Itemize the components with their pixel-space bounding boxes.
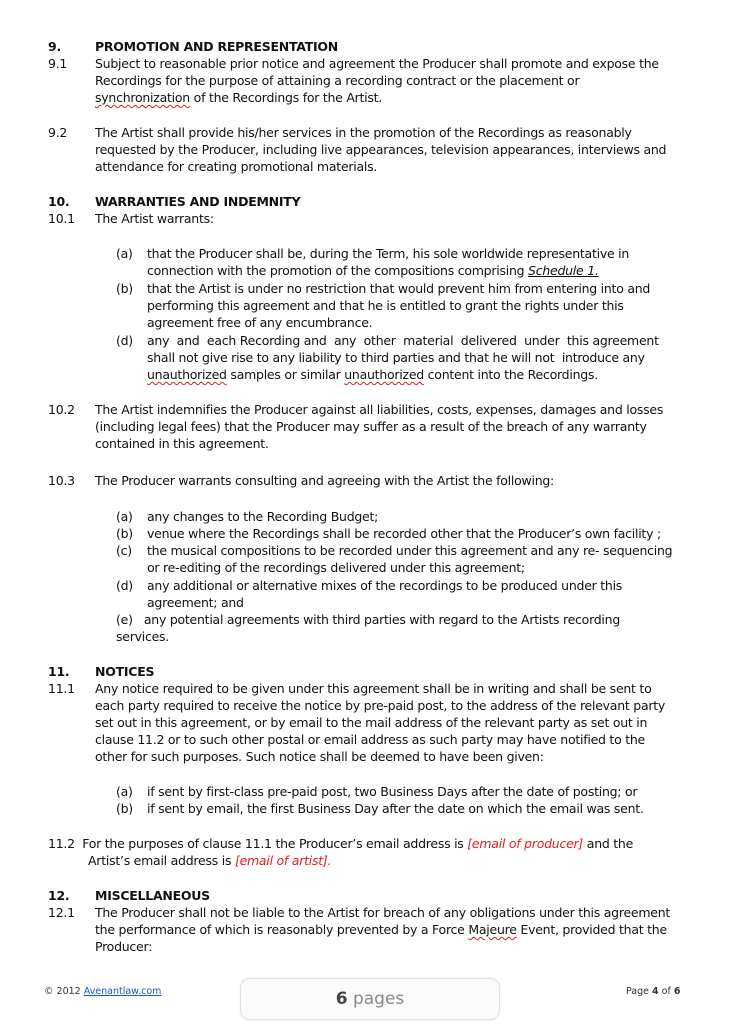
clause-text: Any notice required to be given under this agreement shall be in writing and shall be sent to	[95, 681, 652, 696]
copyright-text: © 2012	[44, 986, 84, 997]
clause-text	[95, 921, 667, 938]
list-item-text: venue where the Recordings shall be recorded other that the Producer’s own facility ;	[147, 526, 661, 541]
clause-text: Subject to reasonable prior notice and agreement the Producer shall promote and expose the	[95, 56, 659, 71]
list-label: (b)	[116, 526, 133, 541]
clause-text	[95, 89, 382, 106]
clause-number: 10.1	[48, 211, 75, 226]
list-label: (b)	[116, 801, 133, 816]
website-link[interactable]: Avenantlaw.com	[83, 986, 162, 997]
list-item-text: that the Producer shall be, during the Term, his sole worldwide representative in	[147, 246, 630, 261]
clause-text	[88, 852, 331, 869]
clause-text: The Producer shall not be liable to the Artist for breach of any obligations under this agreement	[95, 905, 671, 920]
footer-page-number	[626, 986, 680, 997]
clause-text: The Artist indemnifies the Producer against all liabilities, costs, expenses, damages and losses	[95, 402, 664, 417]
section-number: 9.	[48, 39, 61, 54]
clause-text: set out in this agreement, or by email to the mail address of the relevant party as set out in	[95, 715, 648, 730]
list-item-text: if sent by email, the first Business Day after the date on which the email was sent.	[147, 801, 644, 816]
list-item-text: the musical compositions to be recorded under this agreement and any re- sequencing	[147, 543, 673, 558]
list-label: (a)	[116, 509, 133, 524]
clause-text: Recordings for the purpose of attaining a recording contract or the placement or	[95, 73, 580, 88]
clause-text-fragment: and the	[583, 836, 634, 851]
clause-number: 10.3	[48, 473, 75, 488]
clause-text: contained in this agreement.	[95, 436, 269, 451]
section-heading: NOTICES	[95, 664, 155, 679]
list-label: (c)	[116, 543, 132, 558]
list-item-text: services.	[116, 629, 170, 644]
spellcheck-word: unauthorized	[344, 367, 424, 382]
list-item-fragment: content into the Recordings.	[423, 367, 598, 382]
page-of: of	[658, 986, 674, 997]
clause-text: other for such purposes. Such notice shall be deemed to have been given:	[95, 749, 544, 764]
list-label: (a)	[116, 246, 133, 261]
list-item-text: any and each Recording and any other material delivered under this agreement	[147, 333, 659, 348]
clause-text: The Artist shall provide his/her services in the promotion of the Recordings as reasonably	[95, 125, 632, 140]
list-label: (a)	[116, 784, 133, 799]
clause-text: clause 11.2 or to such other postal or email address as such party may have notified to the	[95, 732, 645, 747]
spellcheck-word: Majeure	[468, 922, 517, 937]
clause-text-fragment: 11.2 For the purposes of clause 11.1 the Producer’s email address is	[48, 836, 468, 851]
clause-number: 9.1	[48, 56, 68, 71]
list-item-text: any additional or alternative mixes of the recordings to be produced under this	[147, 578, 623, 593]
placeholder-producer-email: [email of producer]	[467, 836, 584, 851]
clause-text-fragment: Artist’s email address is	[88, 853, 235, 868]
clause-text: each party required to receive the notice by pre-paid post, to the address of the relevant party	[95, 698, 666, 713]
clause-text: (including legal fees) that the Producer may suffer as a result of the breach of any warranty	[95, 419, 647, 434]
page-count-indicator[interactable]	[240, 978, 500, 1020]
list-item-text: or re-editing of the recordings delivered under this agreement;	[147, 560, 525, 575]
page-total: 6	[673, 986, 681, 997]
placeholder-artist-email: [email of artist].	[234, 853, 332, 868]
clause-text: Producer:	[95, 939, 153, 954]
section-heading: PROMOTION AND REPRESENTATION	[95, 39, 338, 54]
list-item-fragment: connection with the promotion of the compositions comprising	[147, 263, 529, 278]
list-item-text: shall not give rise to any liability to third parties and that he will not introduce any	[147, 350, 645, 365]
clause-number: 9.2	[48, 125, 68, 140]
schedule-reference: Schedule 1.	[528, 263, 599, 278]
list-item-text	[147, 262, 599, 279]
clause-text-fragment: the performance of which is reasonably prevented by a Force	[95, 922, 469, 937]
list-label: (d)	[116, 578, 133, 593]
page-count-number: 6	[335, 989, 348, 1009]
clause-text: The Producer warrants consulting and agreeing with the Artist the following:	[95, 473, 555, 488]
clause-number: 10.2	[48, 402, 75, 417]
footer-copyright	[44, 986, 161, 997]
clause-text-fragment: Event, provided that the	[516, 922, 667, 937]
list-label: (b)	[116, 281, 133, 296]
page-current: 4	[652, 986, 659, 997]
list-item-text	[147, 366, 598, 383]
list-item-text: (e) any potential agreements with third parties with regard to the Artists recording	[116, 612, 621, 627]
list-label: (d)	[116, 333, 133, 348]
page-count-label: pages	[347, 989, 405, 1009]
list-item-text: any changes to the Recording Budget;	[147, 509, 379, 524]
clause-text-fragment: of the Recordings for the Artist.	[189, 90, 383, 105]
list-item-text: agreement; and	[147, 595, 244, 610]
clause-text: The Artist warrants:	[95, 211, 214, 226]
clause-number: 11.1	[48, 681, 75, 696]
clause-number: 12.1	[48, 905, 75, 920]
spellcheck-word: synchronization	[95, 90, 190, 105]
spellcheck-word: unauthorized	[147, 367, 227, 382]
clause-text: requested by the Producer, including live appearances, television appearances, interviews and	[95, 142, 667, 157]
list-item-text: agreement free of any encumbrance.	[147, 315, 373, 330]
clause-text	[48, 835, 633, 852]
list-item-text: performing this agreement and that he is entitled to grant the rights under this	[147, 298, 624, 313]
list-item-text: if sent by first-class pre-paid post, two Business Days after the date of posting; or	[147, 784, 638, 799]
section-heading: WARRANTIES AND INDEMNITY	[95, 194, 301, 209]
section-heading: MISCELLANEOUS	[95, 888, 210, 903]
section-number: 10.	[48, 194, 70, 209]
page-prefix: Page	[626, 986, 653, 997]
clause-text: attendance for creating promotional materials.	[95, 159, 378, 174]
section-number: 11.	[48, 664, 70, 679]
section-number: 12.	[48, 888, 70, 903]
list-item-text: that the Artist is under no restriction that would prevent him from entering into and	[147, 281, 651, 296]
list-item-fragment: samples or similar	[226, 367, 345, 382]
